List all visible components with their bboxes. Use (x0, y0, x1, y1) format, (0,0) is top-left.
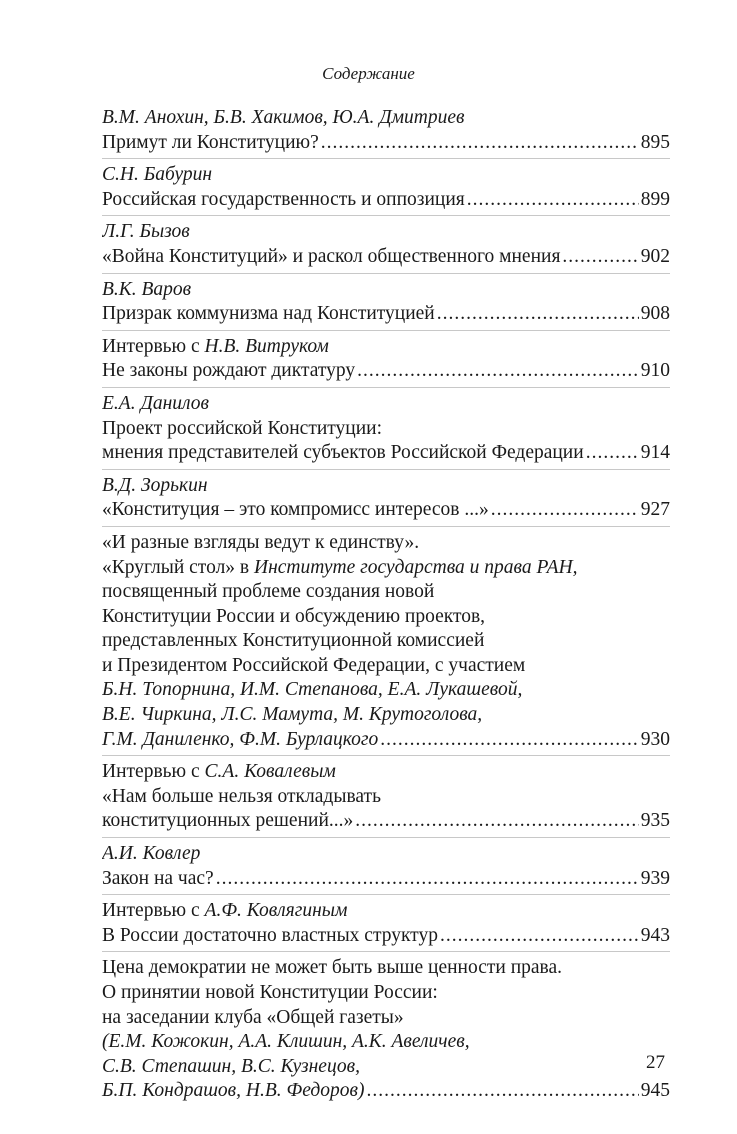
entry-title-first-line: «Нам больше нельзя откладывать (102, 785, 381, 807)
participants-last-line: Г.М. Даниленко, Ф.М. Бурлацкого (102, 728, 379, 750)
interview-prefix: Интервью с (102, 900, 205, 922)
entry-page-number: 908 (640, 303, 670, 325)
dot-leader (357, 359, 639, 384)
toc-entry (102, 106, 670, 159)
dot-leader (321, 131, 639, 156)
entry-page-number: 930 (640, 728, 670, 750)
dot-leader (440, 924, 639, 949)
page-number: 27 (646, 1052, 665, 1073)
interview-prefix: Интервью с (102, 761, 205, 783)
entry-author: С.Н. Бабурин (102, 164, 213, 186)
entry-title: Призрак коммунизма над Конституцией (102, 303, 435, 325)
toc-entry (102, 956, 670, 1107)
entry-page-number: 935 (640, 810, 670, 832)
running-head: Содержание (322, 64, 415, 83)
entry-title: Закон на час? (102, 867, 214, 889)
entry-author: Л.Г. Бызов (102, 221, 190, 243)
entry-title-line[interactable] (102, 188, 670, 213)
entry-title: конституционных решений...» (102, 810, 354, 832)
entry-text-line: представленных Конституционной комиссией (102, 630, 485, 652)
entry-page-number: 899 (640, 188, 670, 210)
dot-leader (366, 1079, 638, 1104)
entry-page-number: 910 (640, 360, 670, 382)
entry-title: «Война Конституций» и раскол общественного мнения (102, 245, 561, 267)
entry-page-number: 914 (640, 442, 670, 464)
toc-entry (102, 760, 670, 838)
participants-line: С.В. Степашин, В.С. Кузнецов, (102, 1055, 361, 1077)
participants-line: В.Е. Чиркина, Л.С. Мамута, М. Крутоголова, (102, 704, 483, 726)
entry-author-line (102, 760, 670, 785)
entry-text-line (102, 556, 670, 581)
entry-title-line[interactable] (102, 245, 670, 270)
entry-text-line: Конституции России и обсуждению проектов, (102, 605, 486, 627)
participants-line: (Е.М. Кожокин, А.А. Клишин, А.К. Авеличев, (102, 1031, 470, 1053)
participants-line: Б.Н. Топорнина, И.М. Степанова, Е.А. Лукашевой, (102, 679, 523, 701)
toc-entry (102, 392, 670, 470)
toc-entry (102, 220, 670, 273)
entry-author-line (102, 335, 670, 360)
dot-leader (467, 188, 639, 213)
entry-title-first-line: Проект российской Конституции: (102, 417, 383, 439)
entry-author: Е.А. Данилов (102, 392, 209, 414)
entry-title-line[interactable] (102, 498, 670, 523)
toc-entry (102, 842, 670, 895)
entry-title: мнения представителей субъектов Российской Федерации (102, 442, 584, 464)
table-of-contents (102, 106, 670, 1111)
entry-page-number: 902 (640, 245, 670, 267)
institute-name: Институте государства и права РАН, (254, 556, 578, 578)
participants-last-line: Б.П. Кондрашов, Н.В. Федоров) (102, 1080, 365, 1102)
entry-text-line: «И разные взгляды ведут к единству». (102, 531, 420, 553)
entry-title-line[interactable] (102, 809, 670, 834)
entry-author-line (102, 899, 670, 924)
entry-page-number: 927 (640, 499, 670, 521)
dot-leader (562, 245, 638, 270)
entry-author: А.Ф. Ковлягиным (204, 900, 348, 922)
dot-leader (216, 867, 639, 892)
round-table-prefix: «Круглый стол» в (102, 556, 255, 578)
entry-author: А.И. Ковлер (102, 843, 201, 865)
entry-title-line[interactable] (102, 441, 670, 466)
entry-author: В.Д. Зорькин (102, 474, 208, 496)
entry-title-line[interactable] (102, 867, 670, 892)
entry-text-line: и Президентом Российской Федерации, с участием (102, 654, 526, 676)
entry-text-line: Цена демократии не может быть выше ценности права. (102, 957, 563, 979)
entry-page-number: 943 (640, 924, 670, 946)
entry-title-line[interactable] (102, 1079, 670, 1104)
entry-title: Российская государственность и оппозиция (102, 188, 465, 210)
entry-text-line: на заседании клуба «Общей газеты» (102, 1006, 404, 1028)
entry-title-line[interactable] (102, 359, 670, 384)
entry-author: В.К. Варов (102, 278, 192, 300)
entry-title-line[interactable] (102, 728, 670, 753)
entry-page-number: 895 (640, 131, 670, 153)
entry-title: «Конституция – это компромисс интересов ...» (102, 499, 489, 521)
entry-title: Не законы рождают диктатуру (102, 360, 356, 382)
entry-page-number: 939 (640, 867, 670, 889)
dot-leader (586, 441, 639, 466)
entry-text-line: О принятии новой Конституции России: (102, 982, 438, 1003)
entry-text-line: посвященный проблеме создания новой (102, 581, 435, 603)
toc-entry (102, 278, 670, 331)
entry-author: В.М. Анохин, Б.В. Хакимов, Ю.А. Дмитриев (102, 107, 465, 128)
interview-prefix: Интервью с (102, 335, 205, 357)
entry-author: Н.В. Витруком (204, 335, 329, 357)
entry-title: В России достаточно властных структур (102, 924, 438, 946)
entry-page-number: 945 (640, 1080, 670, 1102)
toc-entry (102, 474, 670, 527)
dot-leader (491, 498, 639, 523)
dot-leader (355, 809, 638, 834)
entry-author: С.А. Ковалевым (204, 761, 336, 783)
toc-entry (102, 899, 670, 952)
toc-entry (102, 335, 670, 388)
entry-title: Примут ли Конституцию? (102, 131, 319, 153)
entry-title-line[interactable] (102, 924, 670, 949)
entry-title-line[interactable] (102, 302, 670, 327)
toc-entry (102, 531, 670, 756)
entry-title-line[interactable] (102, 131, 670, 156)
toc-entry (102, 163, 670, 216)
dot-leader (380, 728, 639, 753)
dot-leader (437, 302, 639, 327)
